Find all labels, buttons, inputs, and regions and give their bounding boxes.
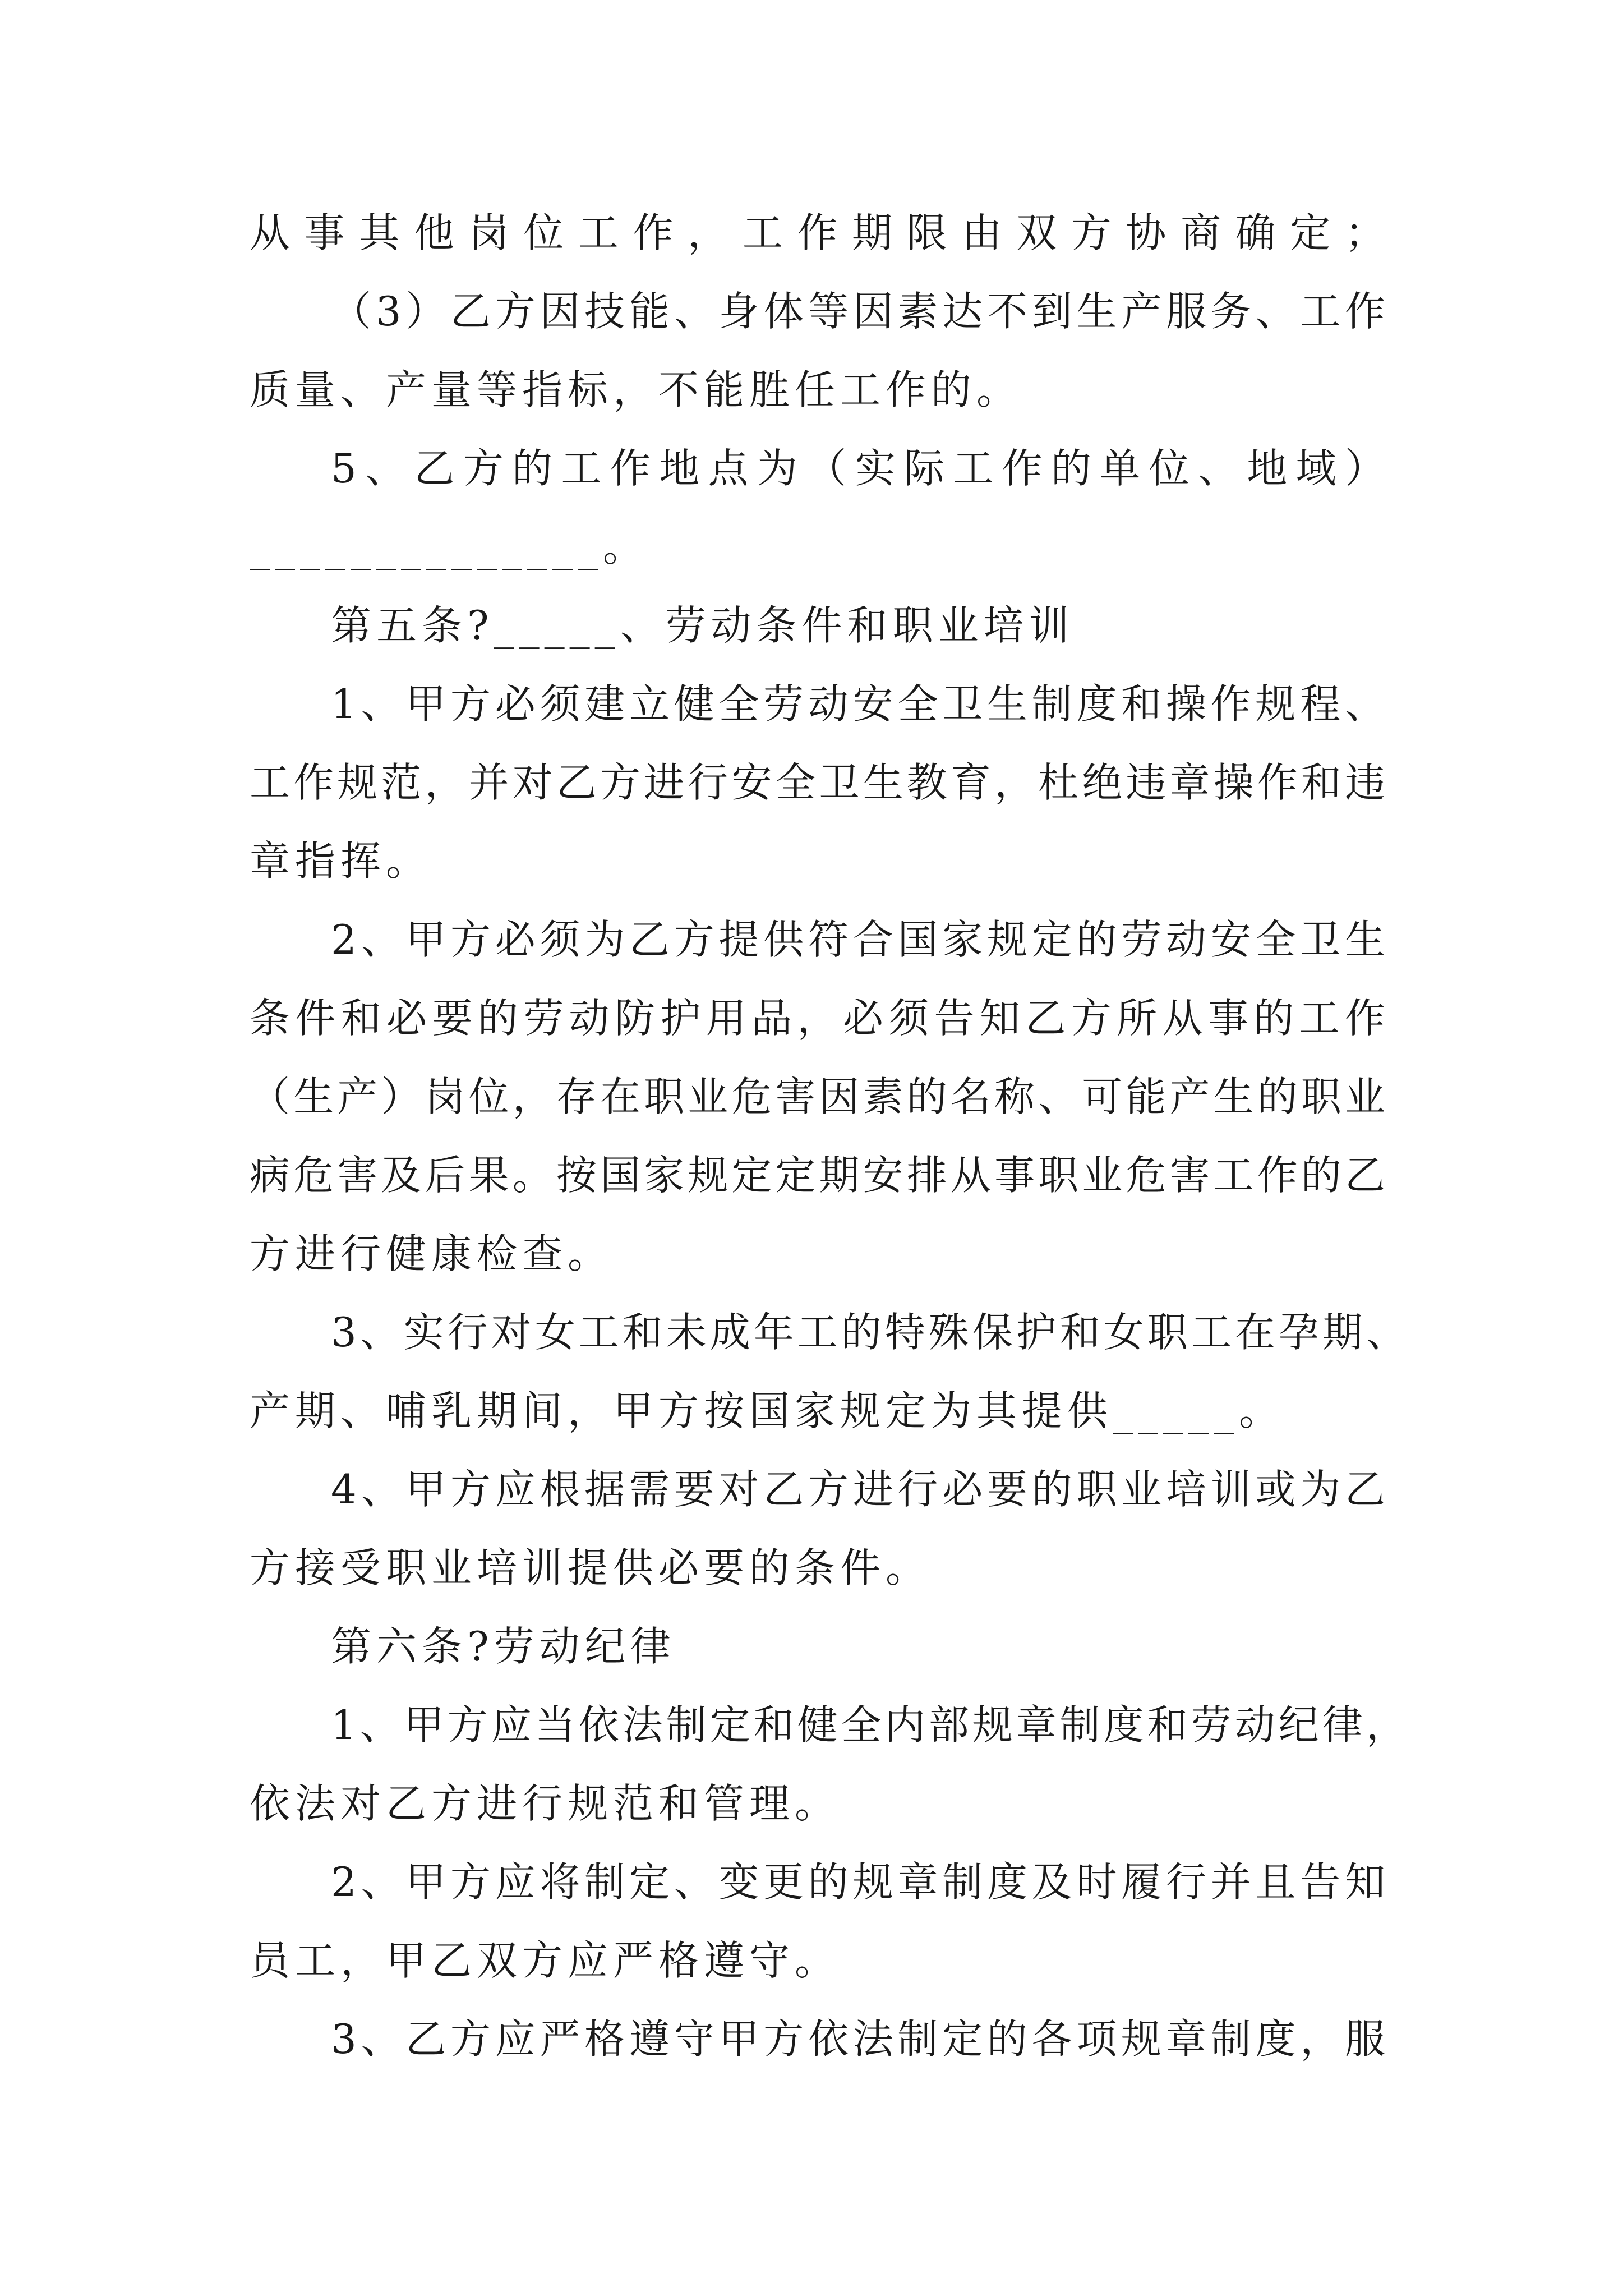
text-line: 章指挥。	[250, 838, 432, 885]
text-line: 1、甲方必须建立健全劳动安全卫生制度和操作规程、	[331, 680, 1385, 728]
text-line: 3、实行对女工和未成年工的特殊保护和女职工在孕期、	[331, 1309, 1410, 1356]
text-line: 2、甲方应将制定、变更的规章制度及时履行并且告知	[331, 1858, 1385, 1906]
section-heading: 第六条?劳动纪律	[331, 1623, 676, 1670]
text-line: 产期、哺乳期间，甲方按国家规定为其提供_____。	[250, 1387, 1285, 1434]
text-line: （生产）岗位，存在职业危害因素的名称、可能产生的职业	[250, 1073, 1385, 1120]
text-line: 方接受职业培训提供必要的条件。	[250, 1544, 932, 1591]
text-line: 4、甲方应根据需要对乙方进行必要的职业培训或为乙	[331, 1466, 1385, 1513]
text-line: 条件和必要的劳动防护用品，必须告知乙方所从事的工作	[250, 995, 1385, 1042]
text-line: 依法对乙方进行规范和管理。	[250, 1780, 841, 1827]
text-line: 5、乙方的工作地点为（实际工作的单位、地域）	[331, 445, 1385, 492]
text-line: （3）乙方因技能、身体等因素达不到生产服务、工作	[331, 288, 1385, 335]
text-line: 方进行健康检查。	[250, 1230, 614, 1277]
text-line: 从事其他岗位工作，工作期限由双方协商确定；	[250, 209, 1385, 256]
text-line: 病危害及后果。按国家规定定期安排从事职业危害工作的乙	[250, 1152, 1385, 1199]
text-line: 工作规范，并对乙方进行安全卫生教育，杜绝违章操作和违	[250, 759, 1385, 806]
text-line: 2、甲方必须为乙方提供符合国家规定的劳动安全卫生	[331, 916, 1385, 963]
text-line: 1、甲方应当依法制定和健全内部规章制度和劳动纪律，	[331, 1701, 1410, 1749]
text-line: 3、乙方应严格遵守甲方依法制定的各项规章制度，服	[331, 2016, 1385, 2063]
section-heading: 第五条?_____、劳动条件和职业培训	[331, 602, 1075, 649]
text-line: 质量、产量等指标，不能胜任工作的。	[250, 366, 1022, 413]
text-line: 员工，甲乙双方应严格遵守。	[250, 1937, 841, 1984]
text-line: ______________。	[250, 523, 648, 570]
